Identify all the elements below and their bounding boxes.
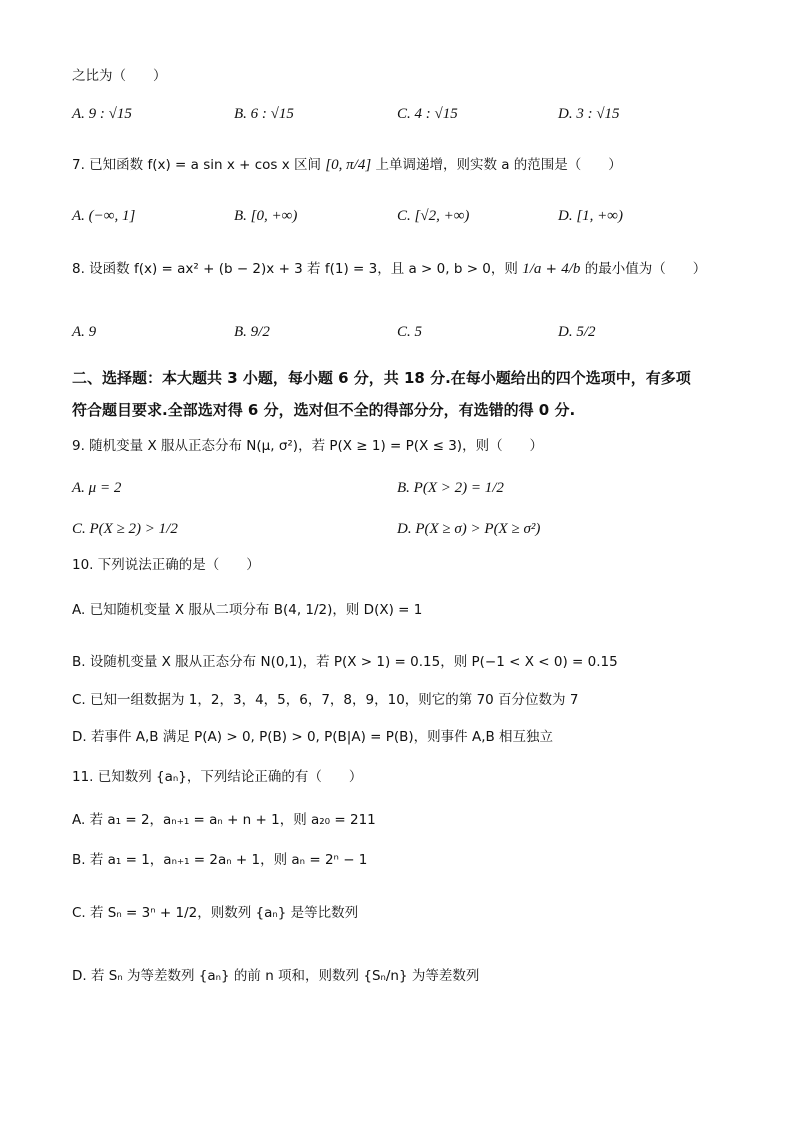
q8-stem-tail: 的最小值为（ ） — [584, 261, 707, 277]
q11-option-a: A. 若 a₁ = 2，aₙ₊₁ = aₙ + n + 1，则 a₂₀ = 211 — [72, 812, 376, 828]
q7-stem-tail: 上单调递增，则实数 a 的范围是（ ） — [375, 157, 622, 173]
q6-option-a: A. 9 : √15 — [72, 106, 132, 122]
q8-stem: 8. 设函数 f(x) = ax² + (b − 2)x + 3 若 f(1) = 3，且 a > 0, b > 0，则 1/a + 4/b 的最小值为（ ） — [72, 261, 707, 277]
q8-option-a: A. 9 — [72, 324, 97, 340]
q11-option-b: B. 若 a₁ = 1，aₙ₊₁ = 2aₙ + 1，则 aₙ = 2ⁿ − 1 — [72, 852, 368, 868]
q10-stem: 10. 下列说法正确的是（ ） — [72, 557, 260, 573]
section-2-heading-line-2: 符合题目要求.全部选对得 6 分，选对但不全的得部分分，有选错的得 0 分. — [72, 401, 576, 419]
q7-interval: [0, π/4] — [325, 157, 372, 173]
q7-stem — [72, 155, 622, 175]
q11-option-d: D. 若 Sₙ 为等差数列 {aₙ} 的前 n 项和，则数列 {Sₙ/n} 为等差数列 — [72, 968, 480, 984]
q10-option-b: B. 设随机变量 X 服从正态分布 N(0,1)，若 P(X > 1) = 0.15，则 P(−1 < X < 0) = 0.15 — [72, 654, 618, 670]
q11-option-c: C. 若 Sₙ = 3ⁿ + 1/2，则数列 {aₙ} 是等比数列 — [72, 905, 359, 921]
q7-option-a: A. (−∞, 1] — [72, 208, 136, 224]
q7-option-b: B. [0, +∞) — [234, 208, 298, 224]
q6-option-d: D. 3 : √15 — [558, 106, 620, 122]
q8-option-d: D. 5/2 — [558, 324, 596, 340]
q8-frac-1: 1/a — [522, 261, 542, 277]
q6-option-b: B. 6 : √15 — [234, 106, 294, 122]
q8-frac-2: 4/b — [561, 261, 581, 277]
q10-option-c: C. 已知一组数据为 1，2，3，4，5，6，7，8，9，10，则它的第 70 百分位数为 7 — [72, 692, 579, 708]
q7-option-d: D. [1, +∞) — [558, 208, 623, 224]
q10-option-d: D. 若事件 A,B 满足 P(A) > 0, P(B) > 0, P(B|A) = P(B)，则事件 A,B 相互独立 — [72, 729, 554, 745]
q8-option-b: B. 9/2 — [234, 324, 270, 340]
q7-stem-text: 7. 已知函数 f(x) = a sin x + cos x 区间 — [72, 157, 321, 173]
q8-option-c: C. 5 — [397, 324, 423, 340]
q8-stem-text: 8. 设函数 f(x) = ax² + (b − 2)x + 3 若 f(1) = 3，且 a > 0, b > 0，则 — [72, 261, 518, 277]
q10-option-a: A. 已知随机变量 X 服从二项分布 B(4, 1/2)，则 D(X) = 1 — [72, 602, 423, 618]
section-2-heading-line-1: 二、选择题：本大题共 3 小题，每小题 6 分，共 18 分.在每小题给出的四个选项中，有多项 — [72, 369, 691, 387]
q9-option-d: D. P(X ≥ σ) > P(X ≥ σ²) — [397, 521, 541, 537]
q6-stem-tail: 之比为（ ） — [72, 68, 167, 84]
q9-option-c: C. P(X ≥ 2) > 1/2 — [72, 521, 178, 537]
q9-stem: 9. 随机变量 X 服从正态分布 N(μ, σ²)，若 P(X ≥ 1) = P(X ≤ 3)，则（ ） — [72, 438, 544, 454]
q11-stem: 11. 已知数列 {aₙ}，下列结论正确的有（ ） — [72, 769, 363, 785]
q7-option-c: C. [√2, +∞) — [397, 208, 470, 224]
q9-option-a: A. μ = 2 — [72, 480, 122, 496]
q9-option-b: B. P(X > 2) = 1/2 — [397, 480, 504, 496]
q6-option-c: C. 4 : √15 — [397, 106, 458, 122]
